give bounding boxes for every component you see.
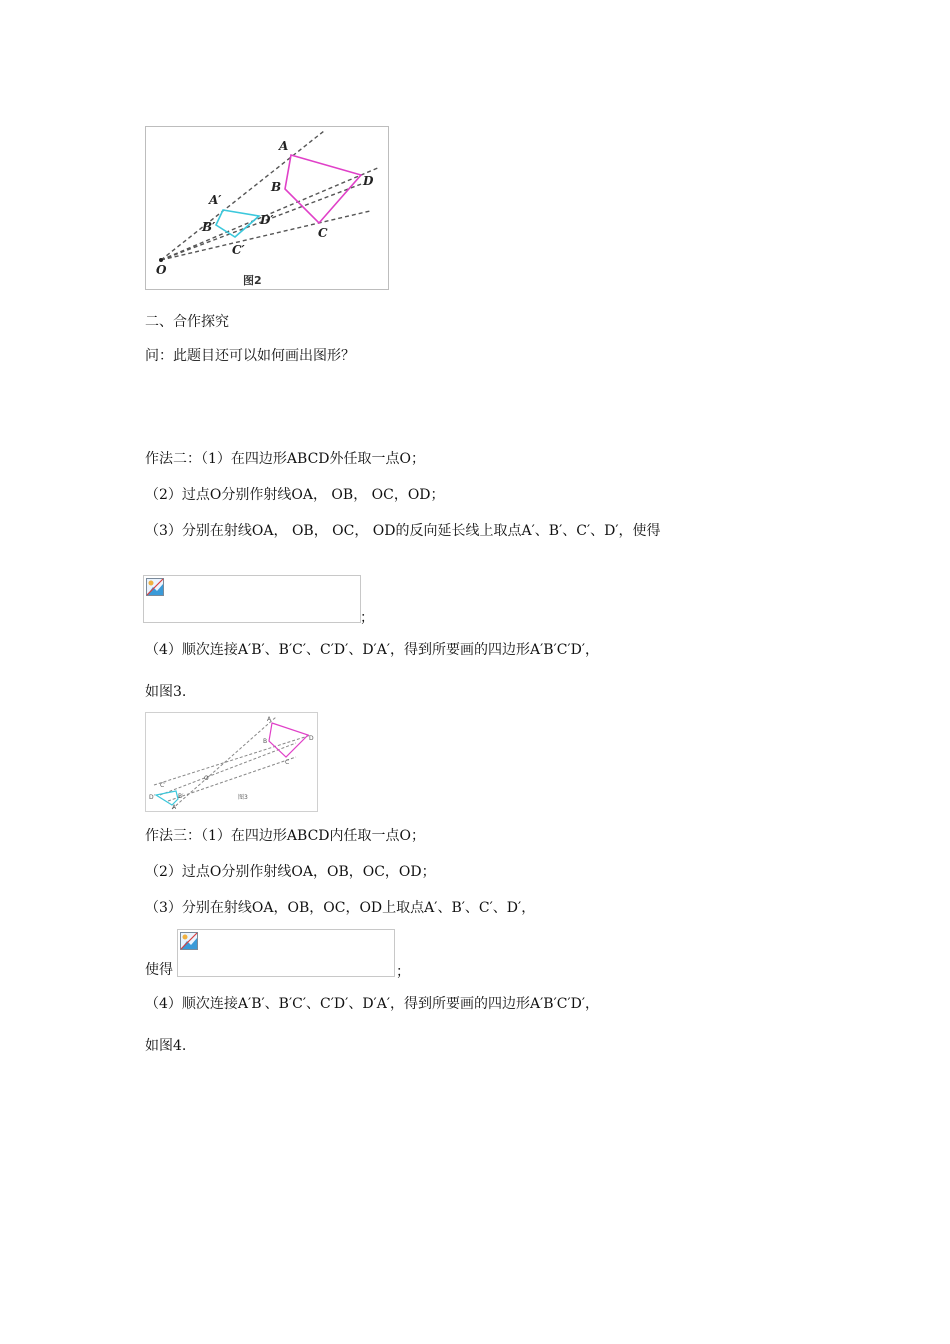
ray-cc	[168, 757, 296, 801]
method2-step4: （4）顺次连接A′B′、B′C′、C′D′、D′A′，得到所要画的四边形A′B′C′D′，	[145, 642, 600, 658]
method3-step1: 作法三：（1）在四边形ABCD内任取一点O；	[145, 828, 425, 844]
label-d: D	[309, 735, 314, 742]
method3-step3-end: ；	[396, 964, 410, 980]
label-a-prime: A′	[172, 804, 178, 811]
broken-image-placeholder	[143, 575, 361, 623]
method3-step4-cont: 如图4.	[145, 1038, 187, 1054]
quad-abcd-prime	[216, 210, 259, 237]
label-b-prime: B′	[202, 220, 216, 234]
label-b: B	[263, 738, 268, 745]
label-a-prime: A′	[209, 193, 222, 207]
label-b: B	[271, 180, 282, 194]
label-c-prime: C′	[232, 243, 245, 257]
label-d-prime: D′	[149, 794, 155, 801]
method3-step4: （4）顺次连接A′B′、B′C′、C′D′、D′A′，得到所要画的四边形A′B′C′D′，	[145, 996, 600, 1012]
method2-step3-end: ；	[360, 610, 374, 626]
method2-step1: 作法二：（1）在四边形ABCD外任取一点O；	[145, 451, 425, 467]
figure-2	[145, 126, 389, 290]
broken-image-icon	[146, 578, 164, 596]
figure-3	[145, 712, 318, 812]
ray-bb	[160, 743, 296, 795]
ray-oa	[161, 131, 324, 260]
point-o	[159, 258, 163, 262]
broken-image-icon	[180, 932, 198, 950]
label-a: A	[279, 139, 289, 153]
label-o: O	[204, 775, 209, 782]
label-c: C	[285, 759, 290, 766]
label-c-prime: C′	[160, 782, 166, 789]
quad-abcd	[269, 723, 308, 757]
label-o: O	[156, 263, 167, 277]
broken-image-placeholder-2	[177, 929, 395, 977]
label-c: C	[318, 226, 328, 240]
figure-3-caption: 图3	[238, 794, 248, 801]
rays	[161, 131, 380, 260]
quad-abcd-prime	[156, 791, 178, 805]
ray-aa	[172, 717, 276, 809]
label-d-prime: D′	[260, 213, 274, 227]
label-b-prime: B′	[178, 793, 184, 800]
method2-step3: （3）分别在射线OA， OB， OC， OD的反向延长线上取点A′、B′、C′、D′，使得	[145, 523, 661, 539]
method3-step3-prefix: 使得	[145, 962, 173, 978]
quad-abcd	[285, 155, 361, 223]
section-title: 二、合作探究	[145, 314, 229, 330]
method3-step2: （2）过点O分别作射线OA，OB，OC，OD；	[145, 864, 436, 880]
label-d: D	[363, 174, 374, 188]
method2-step2: （2）过点O分别作射线OA， OB， OC，OD；	[145, 487, 445, 503]
method3-step3: （3）分别在射线OA，OB，OC，OD上取点A′、B′、C′、D′，	[145, 900, 536, 916]
figure-2-caption: 图2	[243, 274, 262, 287]
label-a: A	[267, 716, 272, 723]
question: 问：此题目还可以如何画出图形？	[145, 348, 355, 364]
method2-step4-cont: 如图3.	[145, 684, 187, 700]
